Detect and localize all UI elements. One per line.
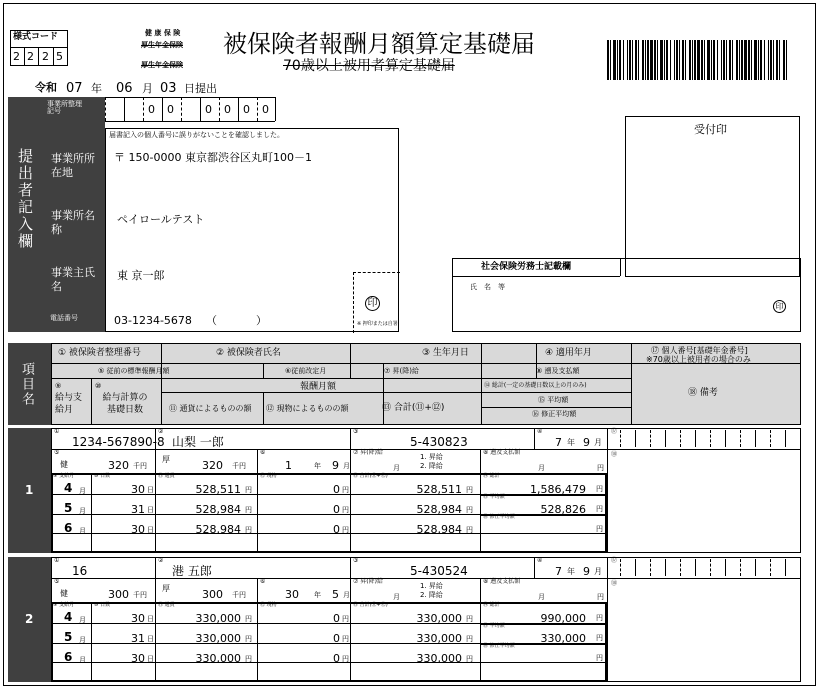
employee-rule	[680, 430, 681, 447]
amount-tsuka: 528,984	[195, 503, 241, 516]
label-4: ④	[537, 557, 543, 564]
unit-month: 月	[594, 438, 602, 447]
receipt-box	[625, 116, 800, 277]
amount-heikin: 528,826	[540, 503, 586, 516]
label-gokei: ⑬ 合計(⑪+⑫)	[353, 602, 388, 608]
unit-yen: 円	[342, 615, 349, 623]
label-kaitei: ⑥	[260, 449, 266, 456]
office-code-cell: 0	[224, 103, 231, 116]
month-number: 6	[64, 650, 73, 664]
address-value: 〒 150-0000 東京都渋谷区丸町100－1	[114, 151, 312, 164]
employee-rule	[607, 428, 608, 553]
unit-yen: 円	[596, 614, 603, 622]
employee-id: 16	[72, 564, 88, 578]
form-code-digit: 5	[56, 50, 63, 63]
insurance-kenko: 健 康 保 険	[145, 29, 181, 37]
employee-rule	[770, 430, 771, 447]
label-4: ④	[537, 428, 543, 435]
unit-day: 日	[147, 506, 154, 514]
label-bikou: ⑱	[611, 580, 618, 587]
employee-rule	[710, 559, 711, 576]
label-nissu: ⑩ 日数	[94, 602, 111, 608]
header-9b: 給与支給月	[55, 393, 83, 415]
shokyu-2: 2. 降給	[420, 591, 443, 599]
label-bikou: ⑱	[611, 451, 618, 458]
employee-rule	[534, 557, 535, 578]
header-rule	[51, 378, 631, 379]
office-code-divider	[238, 97, 239, 121]
amount-gokei: 528,984	[416, 503, 462, 516]
unit-yen: 円	[342, 526, 349, 534]
header-rule	[481, 378, 482, 425]
month-number: 4	[64, 481, 73, 495]
amount-genbutsu: 0	[333, 612, 340, 625]
employee-rule	[480, 578, 481, 602]
unit-year: 年	[314, 591, 321, 599]
office-code-cell: 0	[243, 103, 250, 116]
office-name-value: ペイロールテスト	[117, 213, 205, 226]
unit-yen: 円	[466, 655, 473, 663]
label-tsuka: ⑪ 通貨	[158, 602, 175, 608]
month-number: 6	[64, 521, 73, 535]
sharoshi-seal: 印	[773, 300, 786, 313]
office-code-divider	[124, 97, 125, 121]
phone-label: 電話番号	[50, 314, 78, 322]
shokyu-1: 1. 昇給	[420, 453, 443, 461]
header-rule	[481, 343, 482, 378]
label-heikin: ⑮ 平均額	[483, 494, 505, 500]
header-6: ⑥従前改定月	[285, 367, 327, 375]
label-1: ①	[54, 557, 60, 564]
header-9: ⑨	[55, 382, 62, 390]
label-genbutsu: ⑫ 現物	[260, 473, 277, 479]
employee-rule	[620, 559, 621, 576]
label-sokyu: ⑧ 遡及支払額	[483, 449, 521, 456]
employee-rule	[607, 557, 608, 682]
label-kaitei: ⑥	[260, 578, 266, 585]
office-code-divider	[162, 97, 163, 121]
employee-rule	[755, 430, 756, 447]
office-code-divider	[257, 97, 258, 121]
amount-gokei: 330,000	[416, 652, 462, 665]
label-3: ③	[353, 428, 359, 435]
unit-yen: 円	[342, 655, 349, 663]
unit-k: 千円	[232, 591, 246, 599]
unit-yen: 円	[596, 654, 603, 662]
office-code-divider	[219, 97, 220, 121]
amount-sokei: 1,586,479	[530, 483, 586, 496]
amount-gokei: 330,000	[416, 612, 462, 625]
form-code-label: 様式コード	[13, 32, 59, 42]
employee-rule	[740, 430, 741, 447]
unit-day: 日	[147, 526, 154, 534]
employee-rule	[350, 428, 351, 473]
base-days: 30	[131, 652, 145, 665]
base-days: 30	[131, 483, 145, 496]
sharoshi-name-label: 氏 名 等	[470, 283, 505, 291]
office-code-cell: 0	[262, 103, 269, 116]
unit-day: 日	[147, 655, 154, 663]
header-10b: 給与計算の基礎日数	[102, 393, 148, 415]
employee-rule	[51, 578, 607, 579]
ko-value: 320	[202, 459, 223, 472]
unit-year: 年	[567, 567, 575, 576]
label-2: ②	[158, 428, 164, 435]
month-number: 4	[64, 610, 73, 624]
header-2: ② 被保険者氏名	[216, 348, 281, 358]
header-rule	[263, 363, 264, 378]
label-2: ②	[158, 557, 164, 564]
ko-label: 厚	[162, 455, 170, 464]
header-17: ⑰ 個人番号[基礎年金番号]	[651, 346, 748, 355]
header-rule	[481, 407, 631, 408]
employee-rule	[665, 430, 666, 447]
label-1: ①	[54, 428, 60, 435]
employee-birth: 5-430524	[410, 564, 468, 578]
base-days: 30	[131, 612, 145, 625]
unit-yen: 円	[596, 525, 603, 533]
amount-tsuka: 528,511	[195, 483, 241, 496]
unit-month: 月	[79, 656, 86, 664]
unit-month: 月	[79, 507, 86, 515]
base-days: 31	[131, 503, 145, 516]
employee-rule	[695, 559, 696, 576]
ko-value: 300	[202, 588, 223, 601]
unit-year: 年	[314, 462, 321, 470]
month-number: 5	[64, 630, 73, 644]
label-17: ⑰	[611, 428, 618, 435]
seal-note: ※ 押印または自署	[357, 321, 398, 327]
employee-rule	[755, 559, 756, 576]
unit-yen: 円	[466, 635, 473, 643]
header-14: ⑭ 総計(一定の基礎日数以上の月のみ)	[484, 382, 587, 389]
owner-value: 東 京一郎	[117, 269, 165, 282]
employee-rule	[635, 430, 636, 447]
month-number: 5	[64, 501, 73, 515]
unit-year: 年	[567, 438, 575, 447]
header-8: ⑧ 遡及支払額	[536, 367, 580, 375]
unit-month: 月	[343, 462, 350, 470]
date-month: 06	[116, 81, 133, 96]
phone-value: 03-1234-5678	[114, 314, 192, 327]
employee-rule	[607, 449, 801, 450]
date-era: 令和	[35, 81, 57, 94]
employee-id: 1234-567890-8	[72, 435, 165, 449]
employee-rule	[680, 559, 681, 576]
header-side-text: 項目名	[19, 362, 34, 407]
office-code-label: 事業所整理記号	[47, 100, 82, 115]
barcode	[607, 40, 789, 80]
office-code-cell: 0	[167, 103, 174, 116]
employee-rule	[650, 559, 651, 576]
label-shikyu: ⑨ 支給月	[53, 602, 75, 608]
unit-yen: 円	[342, 635, 349, 643]
amount-tsuka: 528,984	[195, 523, 241, 536]
header-18: ⑱ 備考	[688, 388, 718, 398]
label-17: ⑰	[611, 557, 618, 564]
employee-name: 港 五郎	[172, 564, 212, 578]
label-shusei: ⑯ 修正平均額	[483, 643, 515, 649]
ken-label: 健	[60, 589, 68, 598]
header-4: ④ 適用年月	[545, 348, 592, 358]
employee-rule	[710, 430, 711, 447]
amount-heikin: 330,000	[540, 632, 586, 645]
form-code-digit: 2	[13, 50, 20, 63]
label-sokei: ⑭ 総計	[483, 473, 500, 479]
employee-rule	[534, 428, 535, 449]
header-hoshu: 報酬月額	[300, 382, 337, 392]
header-12: ⑫ 現物によるものの額	[266, 404, 349, 413]
label-3: ③	[353, 557, 359, 564]
office-code-divider	[105, 97, 106, 121]
sharoshi-label: 社会保険労務士記載欄	[481, 262, 572, 272]
unit-yen: 円	[245, 526, 252, 534]
unit-month: 月	[393, 593, 400, 601]
page-subtitle: 70歳以上被用者算定基礎届	[283, 58, 455, 74]
unit-day: 日	[147, 486, 154, 494]
unit-yen: 円	[466, 526, 473, 534]
amount-genbutsu: 0	[333, 632, 340, 645]
employee-rule	[620, 430, 621, 447]
unit-yen: 円	[342, 506, 349, 514]
employee-name: 山梨 一郎	[172, 435, 224, 449]
office-code-cell: 0	[148, 103, 155, 116]
employee-birth: 5-430823	[410, 435, 468, 449]
unit-yen: 円	[596, 634, 603, 642]
employee-rule	[695, 430, 696, 447]
unit-yen: 円	[342, 486, 349, 494]
header-13: ⑬ 合計(⑪+⑫)	[382, 403, 445, 413]
unit-yen: 円	[245, 655, 252, 663]
unit-month: 月	[343, 591, 350, 599]
employee-rule	[770, 559, 771, 576]
amount-tsuka: 330,000	[195, 612, 241, 625]
label-gokei: ⑬ 合計(⑪+⑫)	[353, 473, 388, 479]
header-rule	[161, 392, 481, 393]
shokyu-1: 1. 昇給	[420, 582, 443, 590]
label-heikin: ⑮ 平均額	[483, 623, 505, 629]
phone-paren-open: （	[206, 314, 217, 327]
employee-rule	[607, 578, 801, 579]
employee-rule	[785, 559, 786, 576]
header-7: ⑦ 昇(降)給	[384, 367, 419, 375]
office-code-cell: 0	[205, 103, 212, 116]
unit-day: 日	[147, 615, 154, 623]
insurance-kosei: 厚生年金保険	[141, 41, 183, 49]
label-sokei: ⑭ 総計	[483, 602, 500, 608]
label-tsuka: ⑪ 通貨	[158, 473, 175, 479]
label-shokyu: ⑦ 昇(降)給	[353, 578, 383, 585]
kaitei-month: 5	[332, 588, 339, 601]
header-rule	[350, 343, 351, 378]
header-15: ⑮ 平均額	[538, 396, 569, 404]
unit-month: 月	[594, 567, 602, 576]
apply-year: 7	[555, 565, 562, 578]
amount-gokei: 330,000	[416, 632, 462, 645]
seal-mark: 印	[365, 296, 380, 311]
kaitei-year: 1	[285, 459, 292, 472]
name-label: 事業所名 称	[51, 209, 95, 236]
unit-yen: 円	[596, 505, 603, 513]
unit-yen: 円	[596, 485, 603, 493]
unit-month: 月	[538, 593, 545, 601]
employee-rule	[725, 559, 726, 576]
amount-genbutsu: 0	[333, 652, 340, 665]
unit-month: 月	[79, 616, 86, 624]
header-rule	[631, 343, 632, 425]
office-code-divider	[200, 97, 201, 121]
kaitei-year: 30	[285, 588, 299, 601]
kaitei-month: 9	[332, 459, 339, 472]
date-month-unit: 月	[142, 82, 153, 95]
office-code-divider	[181, 97, 182, 121]
header-rule	[481, 392, 631, 393]
office-code-divider	[143, 97, 144, 121]
unit-k: 千円	[133, 591, 147, 599]
employee-rule	[740, 559, 741, 576]
ken-label: 健	[60, 460, 68, 469]
unit-k: 千円	[133, 462, 147, 470]
amount-tsuka: 330,000	[195, 632, 241, 645]
employee-rule	[257, 449, 258, 473]
header-rule	[91, 378, 92, 425]
header-17b: ※70歳以上被用者の場合のみ	[646, 355, 751, 364]
amount-sokei: 990,000	[540, 612, 586, 625]
header-5: ⑤ 従前の標準報酬月額	[98, 367, 170, 375]
header-rule	[161, 378, 162, 425]
amount-genbutsu: 0	[333, 503, 340, 516]
header-11: ⑪ 通貨によるものの額	[169, 404, 252, 413]
label-shokyu: ⑦ 昇(降)給	[353, 449, 383, 456]
page-title: 被保険者報酬月額算定基礎届	[223, 30, 535, 58]
header-16: ⑯ 修正平均額	[532, 410, 577, 418]
employee-rule	[635, 559, 636, 576]
label-shusei: ⑯ 修正平均額	[483, 514, 515, 520]
label-genbutsu: ⑫ 現物	[260, 602, 277, 608]
label-5: ⑤	[54, 578, 60, 585]
receipt-label: 受付印	[694, 123, 727, 136]
unit-month: 月	[393, 464, 400, 472]
ken-value: 320	[108, 459, 129, 472]
date-suffix: 日提出	[184, 82, 217, 95]
submitter-side-text: 提出者記入欄	[16, 148, 34, 250]
amount-gokei: 528,511	[416, 483, 462, 496]
shokyu-2: 2. 降給	[420, 462, 443, 470]
header-1: ① 被保険者整理番号	[58, 348, 141, 358]
date-year: 07	[66, 81, 83, 96]
address-label: 事業所所在地	[51, 152, 95, 179]
apply-year: 7	[555, 436, 562, 449]
label-shikyu: ⑨ 支給月	[53, 473, 75, 479]
unit-yen: 円	[245, 615, 252, 623]
label-sokyu: ⑧ 遡及支払額	[483, 578, 521, 585]
employee-rule	[650, 430, 651, 447]
employee-no: 2	[25, 612, 34, 626]
apply-month: 9	[583, 565, 590, 578]
label-5: ⑤	[54, 449, 60, 456]
employee-rule	[665, 559, 666, 576]
amount-gokei: 528,984	[416, 523, 462, 536]
employee-rule	[257, 578, 258, 602]
unit-yen: 円	[245, 635, 252, 643]
unit-yen: 円	[597, 464, 604, 472]
ko-label: 厚	[162, 584, 170, 593]
header-rule	[263, 392, 264, 425]
employee-rule	[785, 430, 786, 447]
unit-yen: 円	[245, 506, 252, 514]
unit-month: 月	[79, 527, 86, 535]
employee-rule	[480, 449, 481, 473]
unit-month: 月	[79, 636, 86, 644]
employee-no: 1	[25, 483, 34, 497]
date-year-unit: 年	[91, 82, 102, 95]
phone-paren-close: ）	[256, 314, 267, 327]
employee-rule	[51, 449, 607, 450]
amount-tsuka: 330,000	[195, 652, 241, 665]
apply-month: 9	[583, 436, 590, 449]
base-days: 31	[131, 632, 145, 645]
employee-rule	[350, 557, 351, 602]
label-nissu: ⑩ 日数	[94, 473, 111, 479]
amount-genbutsu: 0	[333, 483, 340, 496]
unit-k: 千円	[232, 462, 246, 470]
owner-label: 事業主氏 名	[51, 266, 95, 293]
confirm-text: 届書記入の個人番号に誤りがないことを確認しました。	[109, 131, 284, 139]
form-code-digit: 2	[27, 50, 34, 63]
unit-yen: 円	[466, 486, 473, 494]
unit-yen: 円	[466, 615, 473, 623]
unit-month: 月	[538, 464, 545, 472]
insurance-kosei-2: 厚生年金保険	[141, 61, 183, 69]
base-days: 30	[131, 523, 145, 536]
header-3: ③ 生年月日	[422, 348, 469, 358]
employee-rule	[725, 430, 726, 447]
amount-genbutsu: 0	[333, 523, 340, 536]
unit-day: 日	[147, 635, 154, 643]
date-day: 03	[160, 81, 177, 96]
unit-month: 月	[79, 487, 86, 495]
unit-yen: 円	[466, 506, 473, 514]
ken-value: 300	[108, 588, 129, 601]
form-code-digit: 2	[42, 50, 49, 63]
unit-yen: 円	[597, 593, 604, 601]
header-10: ⑩	[95, 382, 102, 390]
unit-yen: 円	[245, 486, 252, 494]
